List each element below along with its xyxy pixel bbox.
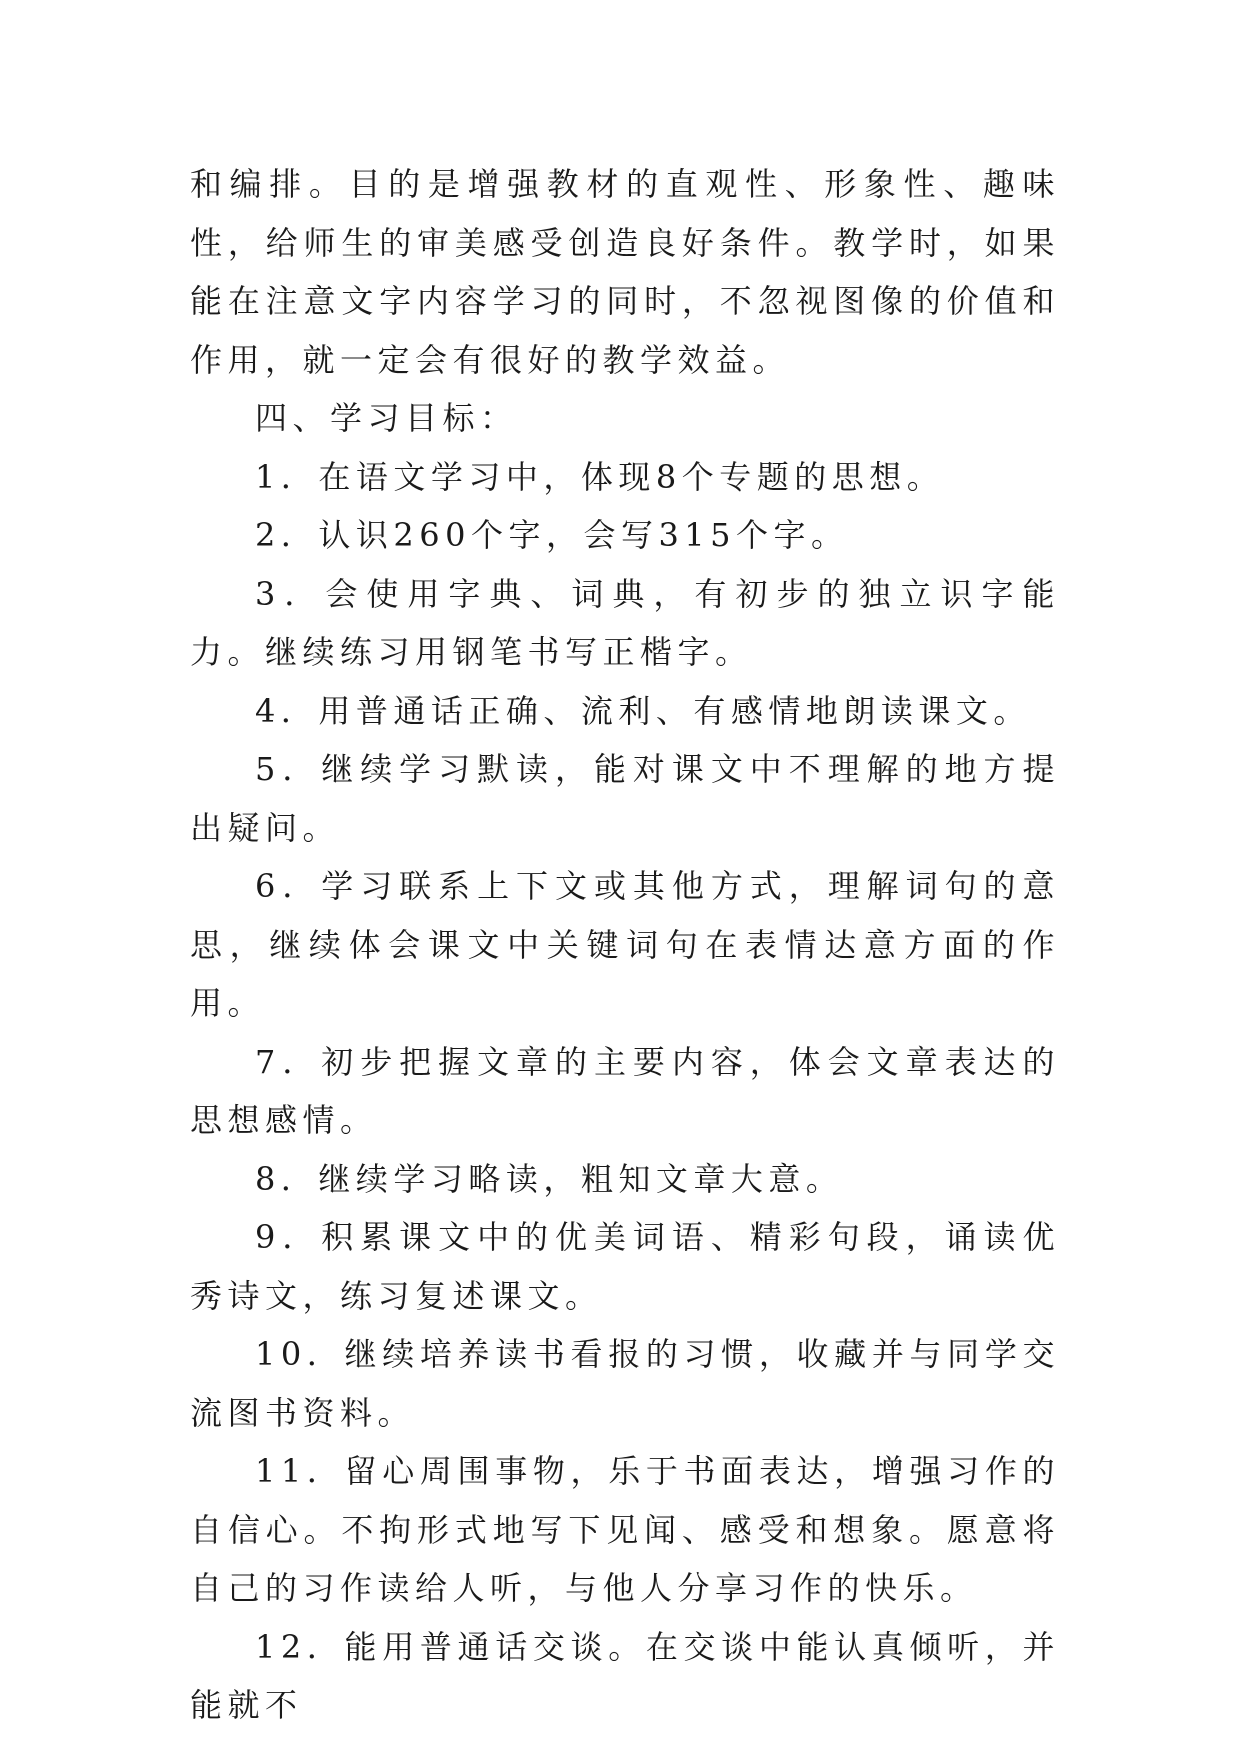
goal-item-7: 7．初步把握文章的主要内容，体会文章表达的思想感情。	[190, 1042, 1060, 1139]
goal-item-5: 5．继续学习默读，能对课文中不理解的地方提出疑问。	[190, 750, 1060, 847]
goal-item-6: 6．学习联系上下文或其他方式，理解词句的意思，继续体会课文中关键词句在表情达意方面的作用。	[190, 867, 1060, 1022]
goal-item-4: 4．用普通话正确、流利、有感情地朗读课文。	[255, 691, 1031, 730]
goal-item-12: 12．能用普通话交谈。在交谈中能认真倾听，并能就不	[190, 1627, 1060, 1724]
goal-item-8: 8．继续学习略读，粗知文章大意。	[255, 1159, 844, 1198]
goal-item-10: 10．继续培养读书看报的习惯，收藏并与同学交流图书资料。	[190, 1335, 1060, 1432]
section-heading-learning-goals: 四、学习目标：	[255, 399, 518, 437]
goal-item-1: 1．在语文学习中，体现8个专题的思想。	[255, 457, 945, 496]
document-body	[190, 155, 1060, 1735]
goal-item-9: 9．积累课文中的优美词语、精彩句段，诵读优秀诗文，练习复述课文。	[190, 1218, 1060, 1315]
goal-item-11: 11．留心周围事物，乐于书面表达，增强习作的自信心。不拘形式地写下见闻、感受和想象。愿意将自己的习作读给人听，与他人分享习作的快乐。	[190, 1452, 1060, 1607]
goal-item-3: 3．会使用字典、词典，有初步的独立识字能力。继续练习用钢笔书写正楷字。	[190, 574, 1060, 671]
goal-item-2: 2．认识260个字，会写315个字。	[255, 516, 849, 554]
paragraph-intro-continued: 和编排。目的是增强教材的直观性、形象性、趣味性，给师生的审美感受创造良好条件。教学时，如果能在注意文字内容学习的同时，不忽视图像的价值和作用，就一定会有很好的教学效益。	[190, 165, 1060, 379]
